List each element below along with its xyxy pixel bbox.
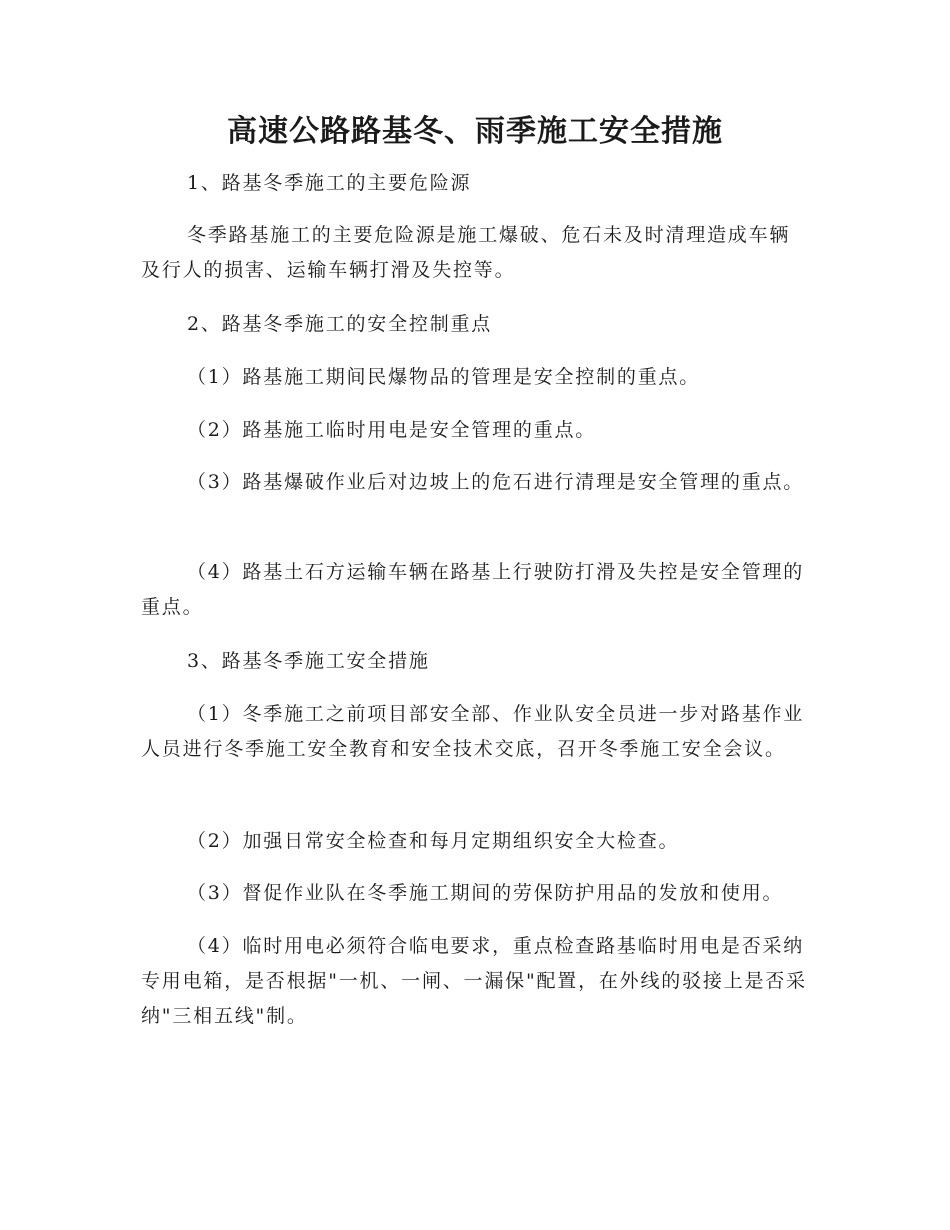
document-title: 高速公路路基冬、雨季施工安全措施 — [227, 114, 723, 149]
control-point-4: （4）路基土石方运输车辆在路基上行驶防打滑及失控是安全管理的重点。 — [141, 561, 805, 618]
measure-4: （4）临时用电必须符合临电要求，重点检查路基临时用电是否采纳专用电箱，是否根据"一机、一闸、一漏保"配置，在外线的驳接上是否采纳"三相五线"制。 — [141, 935, 807, 1027]
paragraph-hazards: 冬季路基施工的主要危险源是施工爆破、危石未及时清理造成车辆及行人的损害、运输车辆打滑及失控等。 — [141, 224, 791, 281]
measure-1: （1）冬季施工之前项目部安全部、作业队安全员进一步对路基作业人员进行冬季施工安全教育和安全技术交底，召开冬季施工安全会议。 — [141, 703, 805, 760]
section-heading-1: 1、路基冬季施工的主要危险源 — [187, 172, 472, 194]
measure-3: （3）督促作业队在冬季施工期间的劳保防护用品的发放和使用。 — [187, 882, 784, 904]
control-point-3: （3）路基爆破作业后对边坡上的危石进行清理是安全管理的重点。 — [187, 471, 805, 493]
section-heading-3: 3、路基冬季施工安全措施 — [187, 650, 430, 672]
control-point-2: （2）路基施工临时用电是安全管理的重点。 — [187, 419, 597, 441]
measure-2: （2）加强日常安全检查和每月定期组织安全大检查。 — [187, 830, 680, 852]
section-heading-2: 2、路基冬季施工的安全控制重点 — [187, 313, 493, 335]
control-point-1: （1）路基施工期间民爆物品的管理是安全控制的重点。 — [187, 366, 701, 388]
